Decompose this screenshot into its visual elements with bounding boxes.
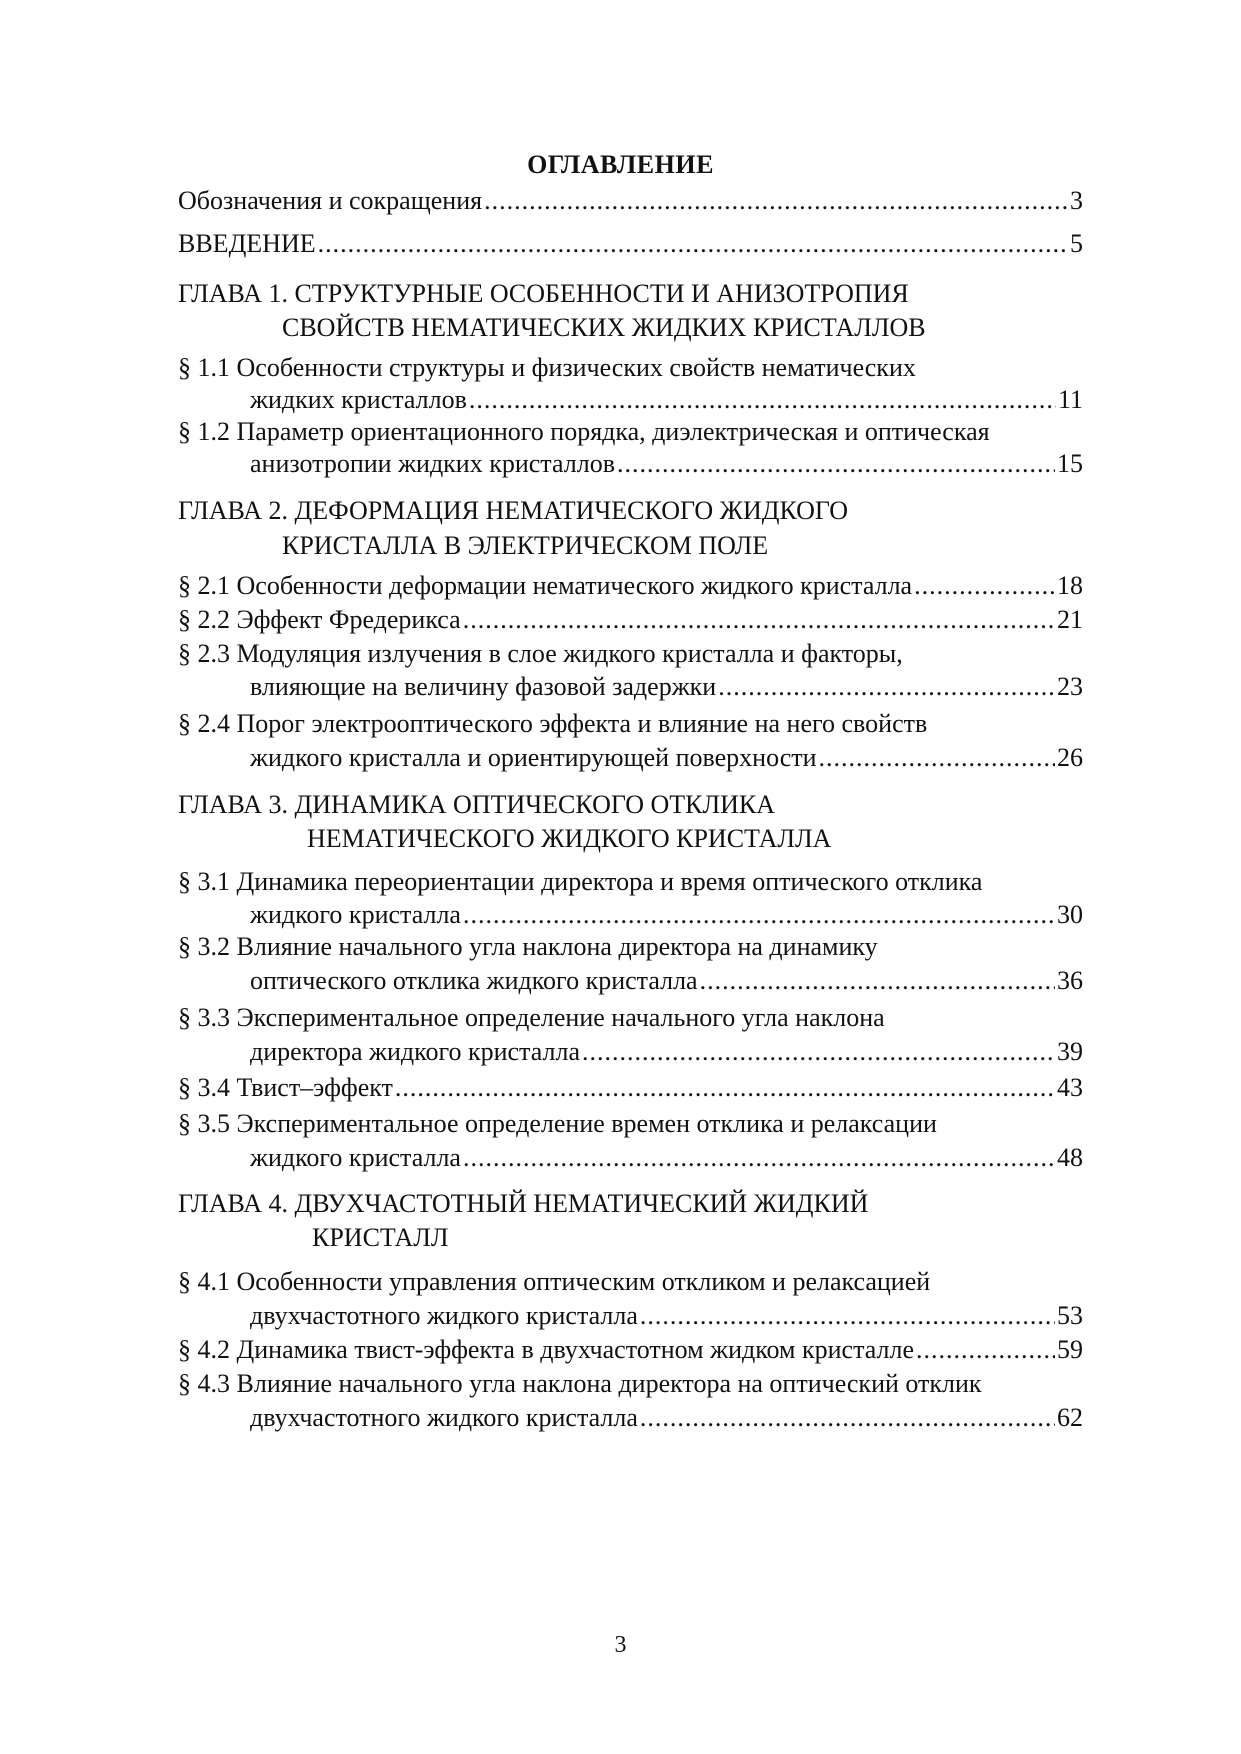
chapter-4-heading-cont: КРИСТАЛЛ — [312, 1223, 449, 1252]
toc-entry-3-4 — [178, 1072, 1083, 1104]
entry-text: § 3.4 Твист–эффект — [178, 1073, 393, 1102]
dot-leader — [819, 742, 1055, 774]
chapter-1-heading: ГЛАВА 1. СТРУКТУРНЫЕ ОСОБЕННОСТИ И АНИЗОТРОПИЯ — [178, 279, 909, 308]
toc-entry-2-1 — [178, 570, 1083, 602]
toc-entry-2-4-cont — [250, 742, 1083, 774]
toc-entry-3-1-cont — [250, 899, 1083, 931]
entry-text: двухчастотного жидкого кристалла — [250, 1403, 638, 1432]
dot-leader — [463, 899, 1055, 931]
toc-entry-1-2: § 1.2 Параметр ориентационного порядка, диэлектрическая и оптическая — [178, 417, 990, 446]
entry-page: 62 — [1057, 1403, 1083, 1432]
entry-page: 43 — [1057, 1073, 1083, 1102]
toc-entry-3-5-cont — [250, 1142, 1083, 1174]
toc-entry-1-1: § 1.1 Особенности структуры и физических свойств нематических — [178, 353, 916, 382]
toc-entry-3-1: § 3.1 Динамика переориентации директора и время оптического отклика — [178, 867, 983, 896]
dot-leader — [700, 965, 1055, 997]
entry-text: Обозначения и сокращения — [178, 186, 483, 215]
toc-entry-3-2-cont — [250, 965, 1083, 997]
dot-leader — [916, 1334, 1055, 1366]
entry-page: 30 — [1057, 900, 1083, 929]
dot-leader — [718, 671, 1055, 703]
entry-text: директора жидкого кристалла — [250, 1037, 580, 1066]
entry-text: § 2.2 Эффект Фредерикса — [178, 605, 461, 634]
dot-leader — [469, 384, 1056, 416]
toc-entry-introduction — [178, 228, 1083, 260]
toc-entry-2-3-cont — [250, 671, 1083, 703]
toc-entry-4-3: § 4.3 Влияние начального угла наклона директора на оптический отклик — [178, 1369, 982, 1398]
dot-leader — [318, 228, 1068, 260]
toc-entry-3-3: § 3.3 Экспериментальное определение начального угла наклона — [178, 1003, 885, 1032]
toc-entry-2-3: § 2.3 Модуляция излучения в слое жидкого кристалла и факторы, — [178, 639, 903, 668]
entry-page: 3 — [1070, 186, 1083, 215]
entry-page: 48 — [1057, 1143, 1083, 1172]
chapter-2-heading: ГЛАВА 2. ДЕФОРМАЦИЯ НЕМАТИЧЕСКОГО ЖИДКОГО — [178, 496, 849, 525]
entry-text: оптического отклика жидкого кристалла — [250, 966, 698, 995]
toc-entry-1-1-cont — [250, 384, 1083, 416]
entry-page: 36 — [1057, 966, 1083, 995]
entry-text: жидкого кристалла — [250, 1143, 461, 1172]
entry-page: 11 — [1057, 385, 1083, 414]
toc-entry-3-2: § 3.2 Влияние начального угла наклона директора на динамику — [178, 932, 878, 961]
toc-entry-4-1: § 4.1 Особенности управления оптическим откликом и релаксацией — [178, 1267, 931, 1296]
page-number: 3 — [614, 1632, 627, 1658]
toc-entry-abbreviations — [178, 185, 1083, 217]
toc-entry-2-4: § 2.4 Порог электрооптического эффекта и влияние на него свойств — [178, 709, 928, 738]
dot-leader — [914, 570, 1055, 602]
dot-leader — [484, 185, 1068, 217]
entry-text: § 4.2 Динамика твист-эффекта в двухчастотном жидком кристалле — [178, 1335, 915, 1364]
dot-leader — [463, 1142, 1055, 1174]
entry-text: жидкого кристалла — [250, 900, 461, 929]
toc-title: ОГЛАВЛЕНИЕ — [527, 150, 714, 179]
entry-text: § 2.1 Особенности деформации нематического жидкого кристалла — [178, 571, 913, 600]
entry-page: 59 — [1057, 1335, 1083, 1364]
dot-leader — [582, 1036, 1055, 1068]
entry-text: двухчастотного жидкого кристалла — [250, 1301, 638, 1330]
chapter-3-heading-cont: НЕМАТИЧЕСКОГО ЖИДКОГО КРИСТАЛЛА — [307, 824, 832, 853]
entry-page: 5 — [1070, 229, 1083, 258]
entry-page: 39 — [1057, 1037, 1083, 1066]
entry-page: 21 — [1057, 605, 1083, 634]
toc-entry-4-1-cont — [250, 1300, 1083, 1332]
entry-page: 15 — [1057, 449, 1083, 478]
chapter-1-heading-cont: СВОЙСТВ НЕМАТИЧЕСКИХ ЖИДКИХ КРИСТАЛЛОВ — [282, 313, 926, 342]
entry-page: 26 — [1057, 743, 1083, 772]
chapter-2-heading-cont: КРИСТАЛЛА В ЭЛЕКТРИЧЕСКОМ ПОЛЕ — [282, 531, 769, 560]
toc-entry-4-3-cont — [250, 1402, 1083, 1434]
entry-page: 18 — [1057, 571, 1083, 600]
entry-page: 23 — [1057, 672, 1083, 701]
toc-entry-3-3-cont — [250, 1036, 1083, 1068]
entry-text: влияющие на величину фазовой задержки — [250, 672, 717, 701]
toc-entry-3-5: § 3.5 Экспериментальное определение времен отклика и релаксации — [178, 1109, 937, 1138]
chapter-3-heading: ГЛАВА 3. ДИНАМИКА ОПТИЧЕСКОГО ОТКЛИКА — [178, 790, 776, 819]
entry-text: анизотропии жидких кристаллов — [250, 449, 615, 478]
dot-leader — [463, 604, 1055, 636]
entry-text: жидких кристаллов — [250, 385, 467, 414]
dot-leader — [617, 448, 1055, 480]
entry-text: жидкого кристалла и ориентирующей поверхности — [250, 743, 817, 772]
entry-text: ВВЕДЕНИЕ — [178, 229, 316, 258]
dot-leader — [640, 1402, 1055, 1434]
toc-entry-1-2-cont — [250, 448, 1083, 480]
toc-entry-2-2 — [178, 604, 1083, 636]
dot-leader — [395, 1072, 1055, 1104]
chapter-4-heading: ГЛАВА 4. ДВУХЧАСТОТНЫЙ НЕМАТИЧЕСКИЙ ЖИДКИЙ — [178, 1189, 869, 1218]
toc-entry-4-2 — [178, 1334, 1083, 1366]
entry-page: 53 — [1057, 1301, 1083, 1330]
dot-leader — [640, 1300, 1055, 1332]
